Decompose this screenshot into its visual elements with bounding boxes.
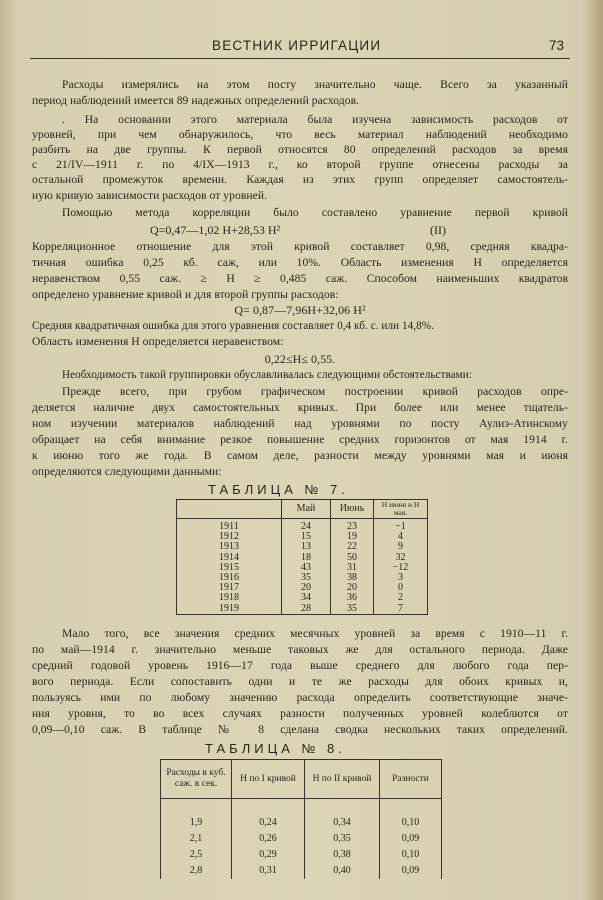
formula-1: Q=0,47—1,02 H+28,53 H² (150, 223, 281, 237)
cell-may: 28 (282, 604, 331, 615)
page-edge-stain (587, 0, 603, 900)
cell-june: 20 (331, 583, 374, 593)
formula-2: Q= 0,87—7,96H+32,06 H² (234, 303, 366, 317)
cell-discharge: 2,1 (161, 831, 232, 847)
text-line: неравенством 0,55 саж. ≥ H ≥ 0,485 саж. Способом наименьших квадратов (32, 272, 568, 285)
text-line: ную кривую зависимости расходов от уровней. (32, 189, 268, 202)
text-line: по май—1914 г. значительно меньше таковых же для остального периода. Даже (32, 643, 568, 656)
cell-may: 35 (282, 573, 331, 583)
text-line: Прежде всего, при грубом графическом построении кривой расходов опре- (62, 385, 568, 398)
cell-year: 1917 (177, 583, 282, 593)
text-line: к июню того же года. В самом деле, разности между уровнями мая и июня (32, 449, 568, 462)
text-line: Мало того, все значения средних месячных уровней за время с 1910—11 г. (62, 627, 568, 640)
text-line: остальной промежуток времени. Каждая из этих групп определяет самостоятель- (32, 173, 568, 186)
table-row (161, 863, 442, 879)
cell-h2: 0,35 (305, 831, 380, 847)
table-spacer-row (161, 799, 442, 816)
header-cell: Май (282, 500, 331, 519)
cell-year: 1914 (177, 553, 282, 563)
cell-june: 35 (331, 604, 374, 615)
page-number: 73 (548, 38, 564, 53)
cell-diff: 0,09 (380, 831, 442, 847)
cell-may: 18 (282, 553, 331, 563)
table-8 (160, 759, 442, 879)
cell-diff: 0,10 (380, 815, 442, 831)
text-line: 0,09—0,10 саж. В таблице № 8 сделана сводка нескольких таких определений. (32, 723, 568, 736)
header-cell: H по II кривой (305, 760, 380, 799)
cell-discharge: 1,9 (161, 815, 232, 831)
cell-diff: −1 (374, 519, 428, 533)
text-line: уровней, при чем обнаружилось, что весь материал наблюдений необходимо (32, 128, 568, 141)
cell-diff: 0 (374, 583, 428, 593)
cell-june: 31 (331, 563, 374, 573)
cell-diff: 32 (374, 553, 428, 563)
text-line: Средняя квадратичная ошибка для этого уравнения составляет 0,4 кб. с. или 14,8%. (32, 320, 434, 332)
cell-diff: −12 (374, 563, 428, 573)
table-8-caption: ТАБЛИЦА № 8. (205, 741, 346, 756)
table-row (161, 847, 442, 863)
cell-h1: 0,29 (232, 847, 305, 863)
cell-june: 36 (331, 593, 374, 603)
text-line: Помощью метода корреляции было составлено уравнение первой кривой (62, 206, 568, 219)
table-row (161, 815, 442, 831)
cell-year: 1915 (177, 563, 282, 573)
table-row (177, 519, 428, 533)
cell-h2: 0,40 (305, 863, 380, 879)
cell-diff: 2 (374, 593, 428, 603)
text-line: пользуясь ими по любому значению расхода определить соответствующие значе- (32, 691, 568, 704)
text-line: Корреляционное отношение для этой кривой составляет 0,98, средняя квадра- (32, 240, 568, 253)
header-cell: Разности (380, 760, 442, 799)
cell-june: 50 (331, 553, 374, 563)
cell-june: 23 (331, 519, 374, 533)
inequality: 0,22≤H≤ 0,55. (264, 352, 336, 366)
table-row (161, 831, 442, 847)
text-line: ния уровня, то во всех случаях разности полученных уровней колеблются от (32, 707, 568, 720)
table-7-caption: ТАБЛИЦА № 7. (208, 482, 349, 497)
table-header-row (161, 760, 442, 799)
header-cell: H по I кривой (232, 760, 305, 799)
cell-h1: 0,31 (232, 863, 305, 879)
text-line: Область изменения H определяется неравенством: (32, 335, 284, 348)
journal-title: ВЕСТНИК ИРРИГАЦИИ (212, 38, 382, 53)
cell-year: 1916 (177, 573, 282, 583)
running-header (30, 36, 570, 59)
text-line: период наблюдений имеется 89 надежных определений расходов. (32, 94, 360, 107)
cell-h1: 0,26 (232, 831, 305, 847)
text-line: ном изучении материалов наблюдений над уровнями по посту Аулиэ-Атинскому (32, 417, 568, 430)
cell-diff: 4 (374, 532, 428, 542)
cell-june: 19 (331, 532, 374, 542)
cell-diff: 0,10 (380, 847, 442, 863)
text-line: вого периода. Если сопоставить одни и те же расходы для обоих кривых и, (32, 675, 568, 688)
header-cell (177, 500, 282, 519)
text-line: обращает на себя внимание резкое повышение средних горизонтов от мая 1914 г. (32, 433, 568, 446)
cell-diff: 0,09 (380, 863, 442, 879)
text-line: Необходимость такой группировки обуславливалась следующими обстоятельствами: (62, 369, 472, 381)
text-line: с 21/IV—1911 г. по 4/IX—1913 г., ко второй группе отнесены расходы за (32, 158, 568, 171)
cell-year: 1919 (177, 604, 282, 615)
table-row (177, 604, 428, 615)
cell-h1: 0,24 (232, 815, 305, 831)
table-header-row (177, 500, 428, 519)
cell-diff: 9 (374, 542, 428, 552)
cell-may: 24 (282, 519, 331, 533)
cell-june: 38 (331, 573, 374, 583)
table-7 (176, 499, 428, 615)
text-line: определяются следующими данными: (32, 465, 222, 478)
text-line: Расходы измерялись на этом посту значительно чаще. Всего за указанный (62, 78, 568, 91)
cell-h2: 0,34 (305, 815, 380, 831)
header-cell: H июня и H мая. (374, 500, 428, 519)
text-line: средний годовой уровень 1916—17 года выше среднего для любого года пер- (32, 659, 568, 672)
cell-diff: 7 (374, 604, 428, 615)
cell-discharge: 2,8 (161, 863, 232, 879)
formula-1-number: (II) (430, 223, 446, 237)
cell-may: 15 (282, 532, 331, 542)
cell-may: 43 (282, 563, 331, 573)
cell-june: 22 (331, 542, 374, 552)
cell-h2: 0,38 (305, 847, 380, 863)
header-cell: Июнь (331, 500, 374, 519)
text-line: . На основании этого материала была изучена зависимость расходов от (62, 113, 568, 126)
cell-may: 34 (282, 593, 331, 603)
cell-year: 1918 (177, 593, 282, 603)
text-line: тичная ошибка 0,25 кб. саж, или 10%. Область изменения H определяется (32, 256, 568, 269)
text-line: разбить на две группы. К первой относятся 80 определений расходов за время (32, 143, 568, 156)
cell-year: 1913 (177, 542, 282, 552)
cell-may: 13 (282, 542, 331, 552)
cell-discharge: 2,5 (161, 847, 232, 863)
cell-diff: 3 (374, 573, 428, 583)
text-line: определено уравнение кривой и для второй группы расходов: (32, 288, 339, 301)
cell-year: 1912 (177, 532, 282, 542)
text-line: деляется наличие двух самостоятельных кривых. При более или менее тщатель- (32, 401, 568, 414)
header-cell: Расходы в куб. саж. в сек. (161, 760, 232, 799)
cell-year: 1911 (177, 519, 282, 533)
cell-may: 20 (282, 583, 331, 593)
